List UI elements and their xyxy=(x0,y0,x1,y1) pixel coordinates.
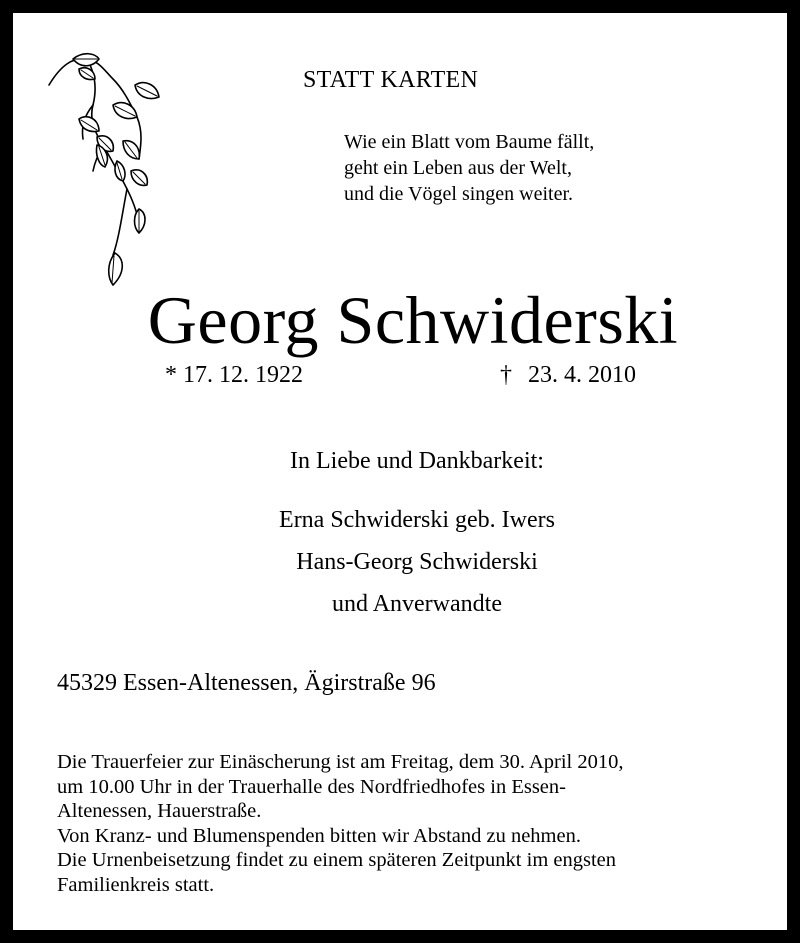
notice-line: um 10.00 Uhr in der Trauerhalle des Nordfriedhofes in Essen- xyxy=(57,775,566,798)
funeral-notice xyxy=(57,750,623,897)
mourner-name: Erna Schwiderski geb. Iwers xyxy=(279,507,555,533)
gratitude-line: In Liebe und Dankbarkeit: xyxy=(290,448,544,474)
death-date-line xyxy=(500,362,636,389)
notice-line: Familienkreis statt. xyxy=(57,873,215,896)
address: 45329 Essen-Altenessen, Ägirstraße 96 xyxy=(57,670,436,696)
poem-line: und die Vögel singen weiter. xyxy=(344,183,574,205)
mourner-name: und Anverwandte xyxy=(332,591,502,617)
poem-line: Wie ein Blatt vom Baume fällt, xyxy=(344,131,595,153)
notice-line: Die Trauerfeier zur Einäscherung ist am Freitag, dem 30. April 2010, xyxy=(57,751,624,773)
poem-line: geht ein Leben aus der Welt, xyxy=(344,157,572,179)
mourner-name: Hans-Georg Schwiderski xyxy=(296,549,538,575)
notice-line: Von Kranz- und Blumenspenden bitten wir Abstand zu nehmen. xyxy=(57,824,581,847)
notice-line: Die Urnenbeisetzung findet zu einem späteren Zeitpunkt im engsten xyxy=(57,849,617,871)
birth-date: * 17. 12. 1922 xyxy=(165,362,303,388)
notice-line: Altenessen, Hauerstraße. xyxy=(57,800,262,822)
deceased-name: Georg Schwiderski xyxy=(147,282,679,358)
birch-branch-icon xyxy=(43,49,173,299)
cross-icon: † xyxy=(500,362,512,388)
poem xyxy=(344,129,594,207)
death-date: 23. 4. 2010 xyxy=(528,362,636,388)
statt-karten-heading: STATT KARTEN xyxy=(303,67,479,93)
